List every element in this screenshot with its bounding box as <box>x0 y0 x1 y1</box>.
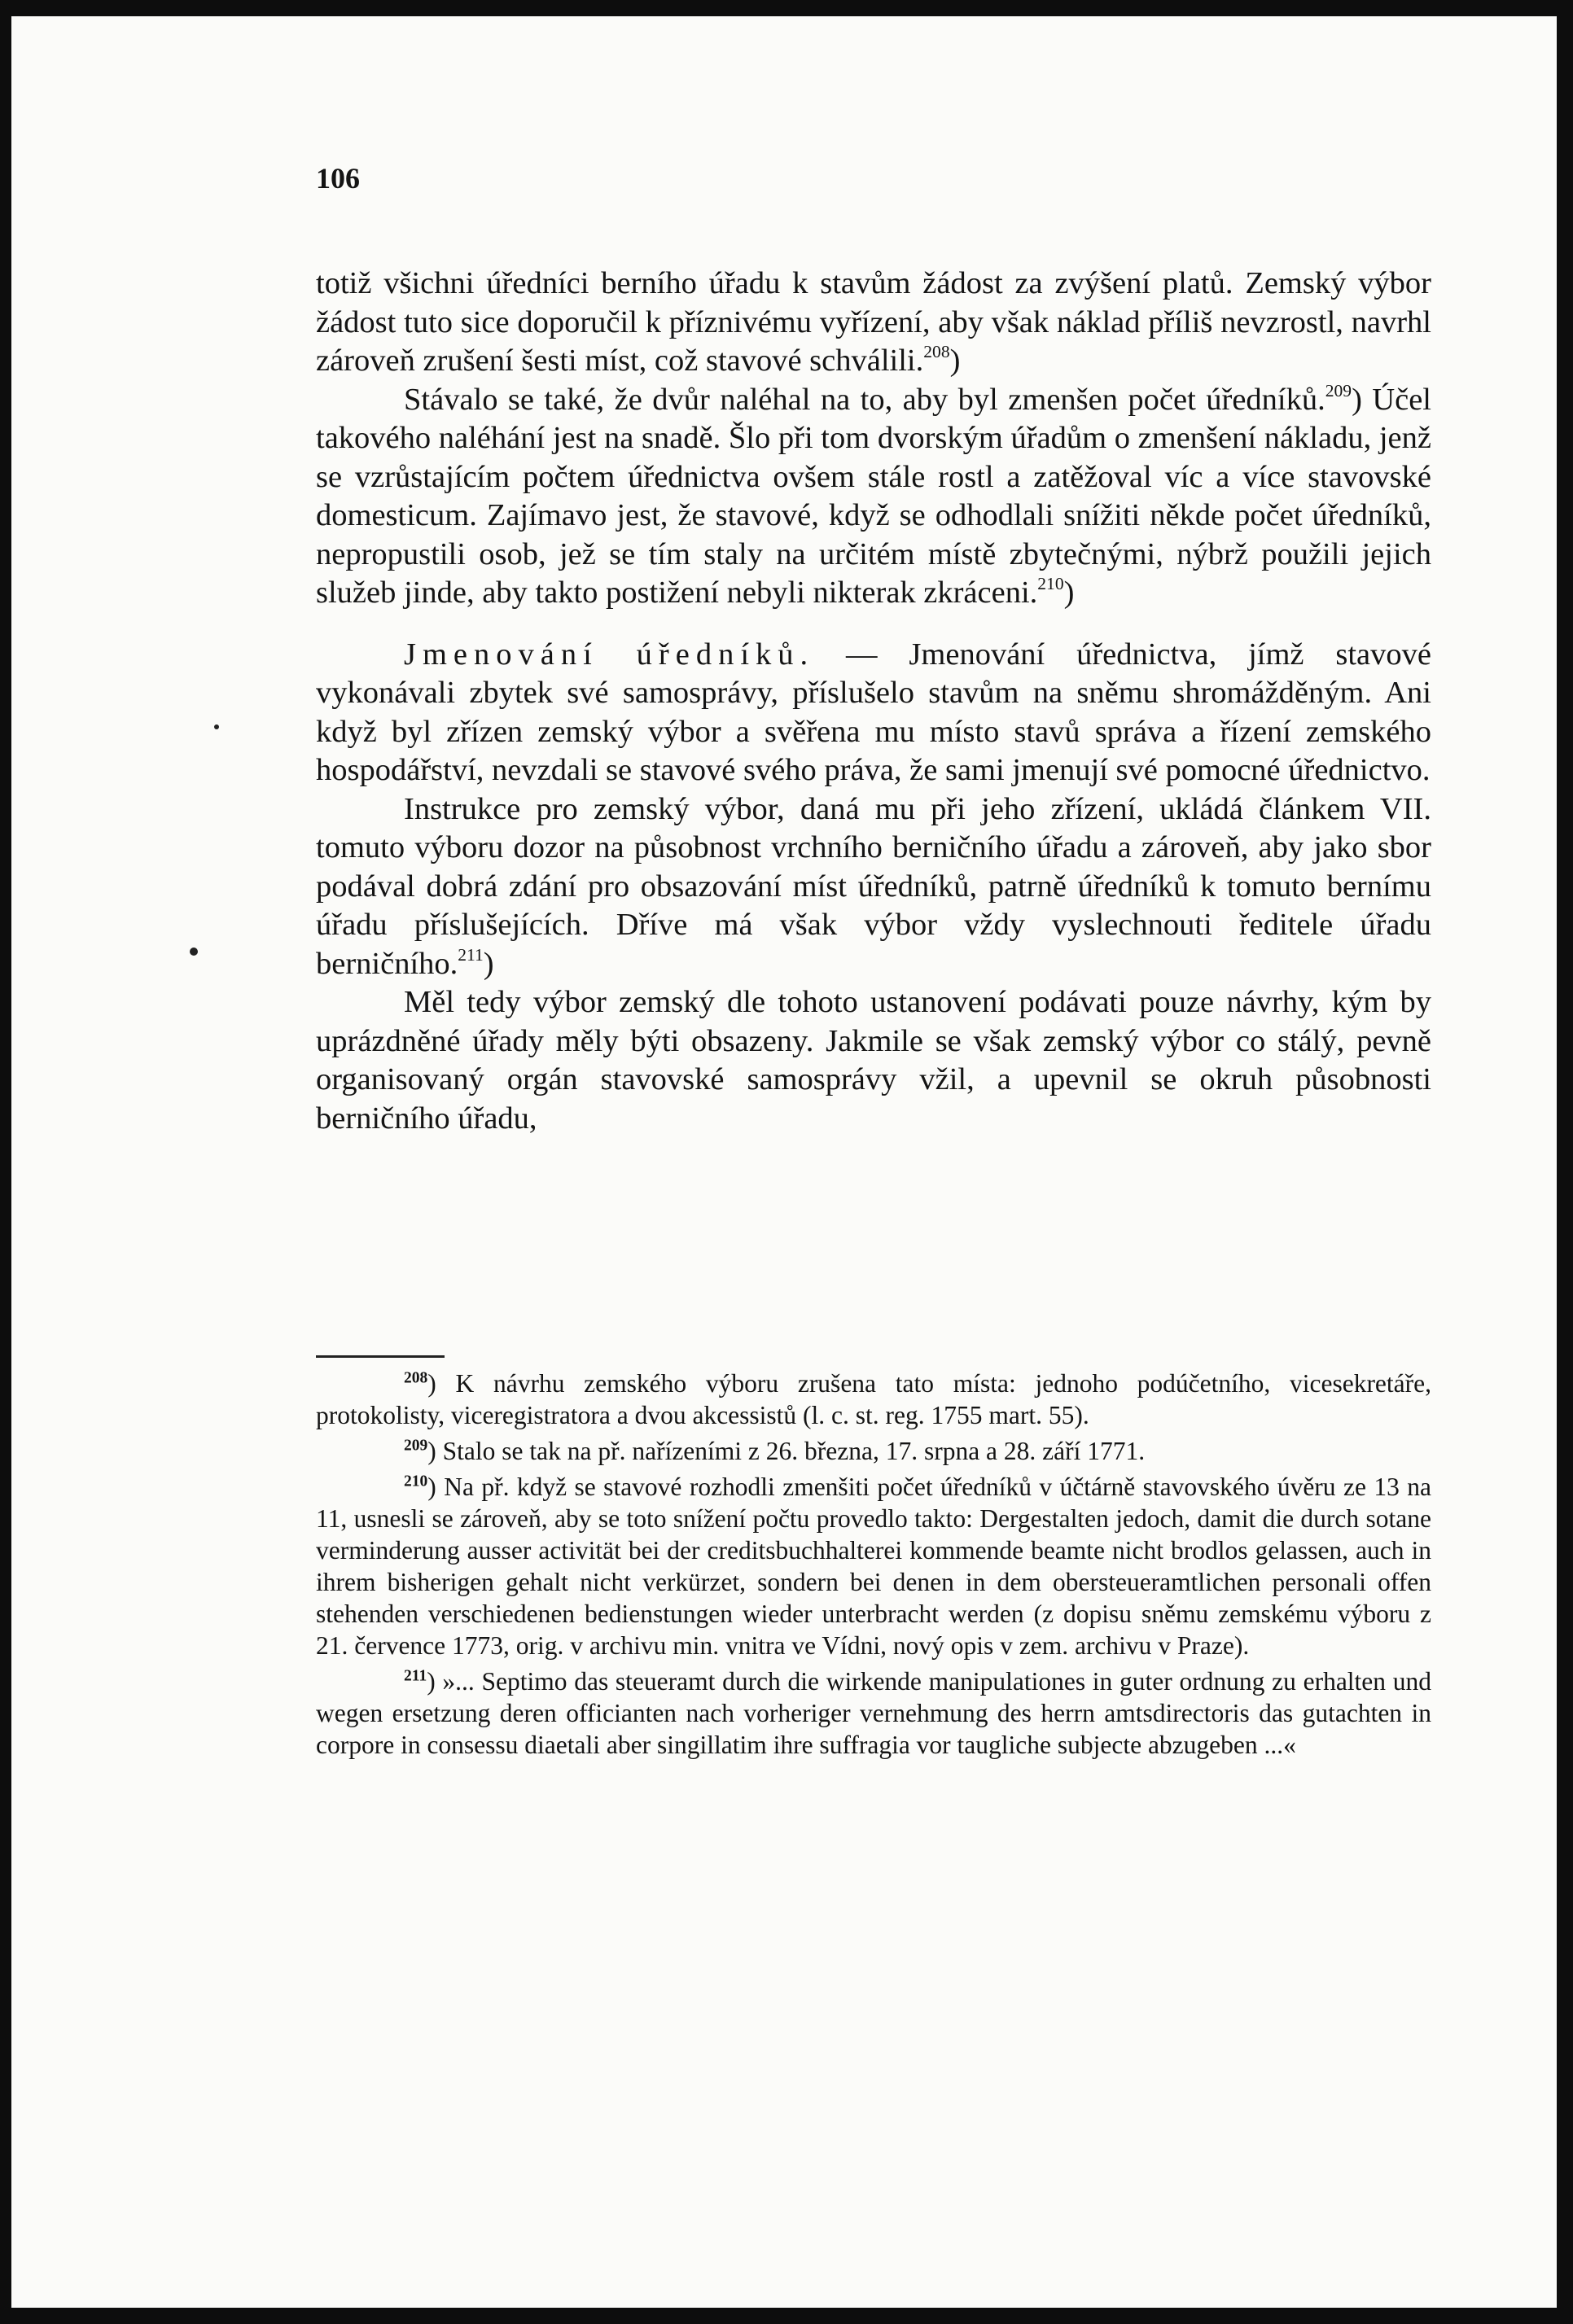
footnote-ref-209: 209 <box>1325 380 1352 400</box>
scan-speck <box>214 724 219 729</box>
book-page <box>11 16 1557 2308</box>
footnote-ref-211: 211 <box>458 944 484 965</box>
footnote-211: $^{211}$) »... Septimo das steueramt durch die wirkende manipulationes in guter ordnung zu erhalten und wegen ersetzung deren officianten nach vorheriger vernehmung des herrn amtsdirectoris das gutachten in corpore in consessu diaetali aber singillatim ihre suffragia vor taugliche subjecte abzugeben ...« <box>316 1667 1431 1759</box>
footnote-separator <box>316 1355 445 1358</box>
paragraph-2: Stávalo se také, že dvůr naléhal na to, aby byl zmenšen počet úředníků.$^{209}$) Účel takového naléhání jest na snadě. Šlo při tom dvorským úřadům o zmenšení nákladu, jenž se vzrůstajícím počtem úřednictva ovšem stále rostl a zatěžoval víc a více stavovské domesticum. Zajímavo jest, že stavové, když se odhodlali snížiti někde počet úředníků, nepropustili osob, jež se tím staly na určitém místě zbytečnými, nýbrž použili jejich služeb jinde, aby takto postižení nebyli nikterak zkráceni.$^{210}$) <box>316 380 1431 610</box>
footnotes <box>316 1368 1431 1765</box>
paragraph-3: Jmenování úředníků. — Jmenování úřednictva, jímž stavové vykonávali zbytek své samosprávy, příslušelo stavům na sněmu shromážděným. Ani když byl zřízen zemský výbor a svěřena mu místo stavů správa a řízení zemského hospodářství, nevzdali se stavové svého práva, že sami jmenují své pomocné úřednictvo. <box>316 637 1431 787</box>
scan-speck <box>190 948 198 956</box>
page-number: 106 <box>316 162 360 195</box>
footnote-ref-208: 208 <box>923 341 950 361</box>
footnote-208: $^{208}$) K návrhu zemského výboru zrušena tato místa: jednoho podúčetního, vicesekretáře, protokolisty, viceregistratora a dvou akcessistů (l. c. st. reg. 1755 mart. 55). <box>316 1369 1431 1429</box>
section-heading: Jmenování úředníků. <box>404 637 815 672</box>
main-text <box>316 265 1431 1138</box>
footnote-209: $^{209}$) Stalo se tak na př. nařízeními z 26. března, 17. srpna a 28. září 1771. <box>404 1437 1146 1465</box>
footnote-210: $^{210}$) Na př. když se stavové rozhodli zmenšiti počet úředníků v účtárně stavovského úvěru ze 13 na 11, usnesli se zároveň, aby se toto snížení počtu provedlo takto: Dergestalten jedoch, damit die durch sotane verminderung ausser activität bei der creditsbuchhalterei kommende beamte nicht brodlos gelassen, auch in ihrem bisherigen gehalt nicht verkürzet, sondern bei denen in dem obersteueramtlichen personali offen stehenden verschiedenen bedienstungen wieder unterbracht werden (z dopisu sněmu zemskému výboru z 21. července 1773, orig. v archivu min. vnitra ve Vídni, nový opis v zem. archivu v Praze). <box>316 1473 1431 1660</box>
footnote-ref-210: 210 <box>1037 573 1064 593</box>
paragraph-5: Měl tedy výbor zemský dle tohoto ustanovení podávati pouze návrhy, kým by uprázdněné úřady měly býti obsazeny. Jakmile se však zemský výbor co stálý, pevně organisovaný orgán stavovské samosprávy vžil, a upevnil se okruh působnosti berničního úřadu, <box>316 985 1431 1136</box>
paragraph-4: Instrukce pro zemský výbor, daná mu při jeho zřízení, ukládá článkem VII. tomuto výboru dozor na působnost vrchního berničního úřadu a zároveň, aby jako sbor podával dobrá zdání pro obsazování míst úředníků, patrně úředníků k tomuto bernímu úřadu příslušejících. Dříve má však výbor vždy vyslechnouti ředitele úřadu berničního.$^{211}$) <box>316 791 1431 981</box>
paragraph-1: totiž všichni úředníci berního úřadu k stavům žádost za zvýšení platů. Zemský výbor žádost tuto sice doporučil k příznivému vyřízení, aby však náklad příliš nevzrostl, navrhl zároveň zrušení šesti míst, což stavové schválili.$^{208}$) <box>316 266 1431 378</box>
